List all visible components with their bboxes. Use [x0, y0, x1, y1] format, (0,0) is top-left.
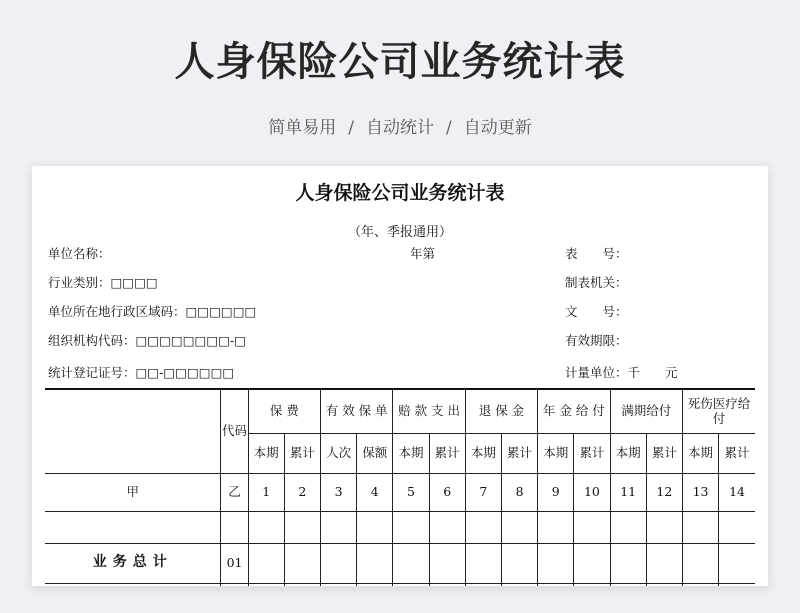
value-cell[interactable]: [719, 543, 755, 583]
group-premium: 保 费: [248, 389, 320, 433]
empty-cell: [320, 583, 356, 586]
value-cell[interactable]: [357, 543, 393, 583]
index-number: 12: [646, 473, 682, 511]
subheader-cell: 累计: [719, 433, 755, 473]
field-period: 年第: [410, 246, 436, 261]
group-policies: 有 效 保 单: [320, 389, 392, 433]
subheader-cell: 累计: [574, 433, 610, 473]
field-unit-name: 单位名称：: [48, 246, 111, 261]
field-validity: 有效期限：: [565, 333, 628, 348]
value-cell[interactable]: [248, 543, 284, 583]
banner-tagline: [0, 113, 800, 138]
tag-separator: /: [446, 118, 452, 138]
empty-cell: [610, 583, 646, 586]
header-row-groups: [45, 389, 755, 433]
empty-cell: [284, 511, 320, 543]
empty-cell: [45, 583, 221, 586]
field-unit-measure: 计量单位：千 元: [565, 365, 678, 380]
empty-cell: [465, 583, 501, 586]
empty-cell: [682, 583, 718, 586]
empty-cell: [429, 583, 465, 586]
empty-cell: [284, 583, 320, 586]
empty-cell: [320, 511, 356, 543]
empty-cell: [248, 511, 284, 543]
field-region-code: 单位所在地行政区域码：□□□□□□: [48, 304, 257, 319]
index-number: 13: [682, 473, 718, 511]
value-cell[interactable]: [393, 543, 429, 583]
row-code: 01: [221, 543, 248, 583]
value-cell[interactable]: [610, 543, 646, 583]
value-cell[interactable]: [429, 543, 465, 583]
index-number: 9: [538, 473, 574, 511]
index-number: 4: [357, 473, 393, 511]
stats-table: [45, 388, 755, 586]
empty-cell: [393, 583, 429, 586]
subheader-cell: 本期: [465, 433, 501, 473]
index-number: 2: [284, 473, 320, 511]
index-number: 3: [320, 473, 356, 511]
subheader-cell: 累计: [646, 433, 682, 473]
empty-cell: [574, 583, 610, 586]
field-doc-number: 文 号：: [565, 304, 628, 319]
empty-cell: [248, 583, 284, 586]
empty-cell: [429, 511, 465, 543]
index-number: 6: [429, 473, 465, 511]
index-number: 14: [719, 473, 755, 511]
subheader-cell: 累计: [501, 433, 537, 473]
field-industry: 行业类别：□□□□: [48, 275, 158, 290]
empty-cell: [646, 511, 682, 543]
subheader-cell: 累计: [429, 433, 465, 473]
index-label: 甲: [45, 473, 221, 511]
field-form-number: 表 号：: [565, 246, 628, 261]
empty-cell: [538, 583, 574, 586]
subheader-cell: 本期: [682, 433, 718, 473]
index-number: 5: [393, 473, 429, 511]
form-sheet: [32, 166, 768, 586]
subheader-cell: 本期: [610, 433, 646, 473]
value-cell[interactable]: [646, 543, 682, 583]
value-cell[interactable]: [465, 543, 501, 583]
subheader-cell: 本期: [248, 433, 284, 473]
form-note: （年、季报通用）: [347, 225, 452, 240]
spacer-row: [45, 511, 755, 543]
index-code: 乙: [221, 473, 248, 511]
table-row: [45, 583, 755, 586]
field-stat-reg: 统计登记证号：□□-□□□□□□: [48, 365, 235, 380]
value-cell[interactable]: [682, 543, 718, 583]
empty-cell: [501, 583, 537, 586]
group-death-medical: 死伤医疗给付: [682, 389, 755, 433]
empty-cell: [538, 511, 574, 543]
index-number: 7: [465, 473, 501, 511]
subheader-cell: 人次: [320, 433, 356, 473]
index-number: 11: [610, 473, 646, 511]
index-number: 10: [574, 473, 610, 511]
code-header: 代码: [221, 389, 248, 473]
banner-title: 人身保险公司业务统计表: [174, 39, 626, 85]
value-cell[interactable]: [284, 543, 320, 583]
group-annuity: 年 金 给 付: [538, 389, 610, 433]
empty-cell: [610, 511, 646, 543]
tag-easy: 简单易用: [268, 118, 337, 138]
label-header: [45, 389, 221, 473]
index-row: [45, 473, 755, 511]
tag-auto-stat: 自动统计: [366, 118, 434, 138]
tag-auto-update: 自动更新: [463, 118, 532, 138]
value-cell[interactable]: [538, 543, 574, 583]
empty-cell: [682, 511, 718, 543]
empty-cell: [646, 583, 682, 586]
index-number: 1: [248, 473, 284, 511]
subheader-cell: 本期: [538, 433, 574, 473]
subheader-cell: 累计: [284, 433, 320, 473]
table-row: [45, 543, 755, 583]
empty-cell: [393, 511, 429, 543]
form-title: 人身保险公司业务统计表: [295, 182, 505, 204]
empty-cell: [357, 583, 393, 586]
index-number: 8: [501, 473, 537, 511]
field-org-code: 组织机构代码：□□□□□□□□-□: [48, 333, 247, 348]
empty-cell: [719, 511, 755, 543]
empty-cell: [45, 511, 221, 543]
subheader-cell: 保额: [357, 433, 393, 473]
field-authority: 制表机关：: [565, 275, 628, 290]
group-claims: 赔 款 支 出: [393, 389, 465, 433]
row-label-total: 业务总计: [45, 543, 221, 583]
subheader-cell: 本期: [393, 433, 429, 473]
empty-cell: [574, 511, 610, 543]
empty-cell: [221, 583, 248, 586]
value-cell[interactable]: [501, 543, 537, 583]
value-cell[interactable]: [574, 543, 610, 583]
value-cell[interactable]: [320, 543, 356, 583]
group-maturity: 满期给付: [610, 389, 682, 433]
empty-cell: [465, 511, 501, 543]
tag-separator: /: [348, 118, 354, 138]
empty-cell: [221, 511, 248, 543]
empty-cell: [501, 511, 537, 543]
empty-cell: [719, 583, 755, 586]
group-surrender: 退 保 金: [465, 389, 537, 433]
empty-cell: [357, 511, 393, 543]
